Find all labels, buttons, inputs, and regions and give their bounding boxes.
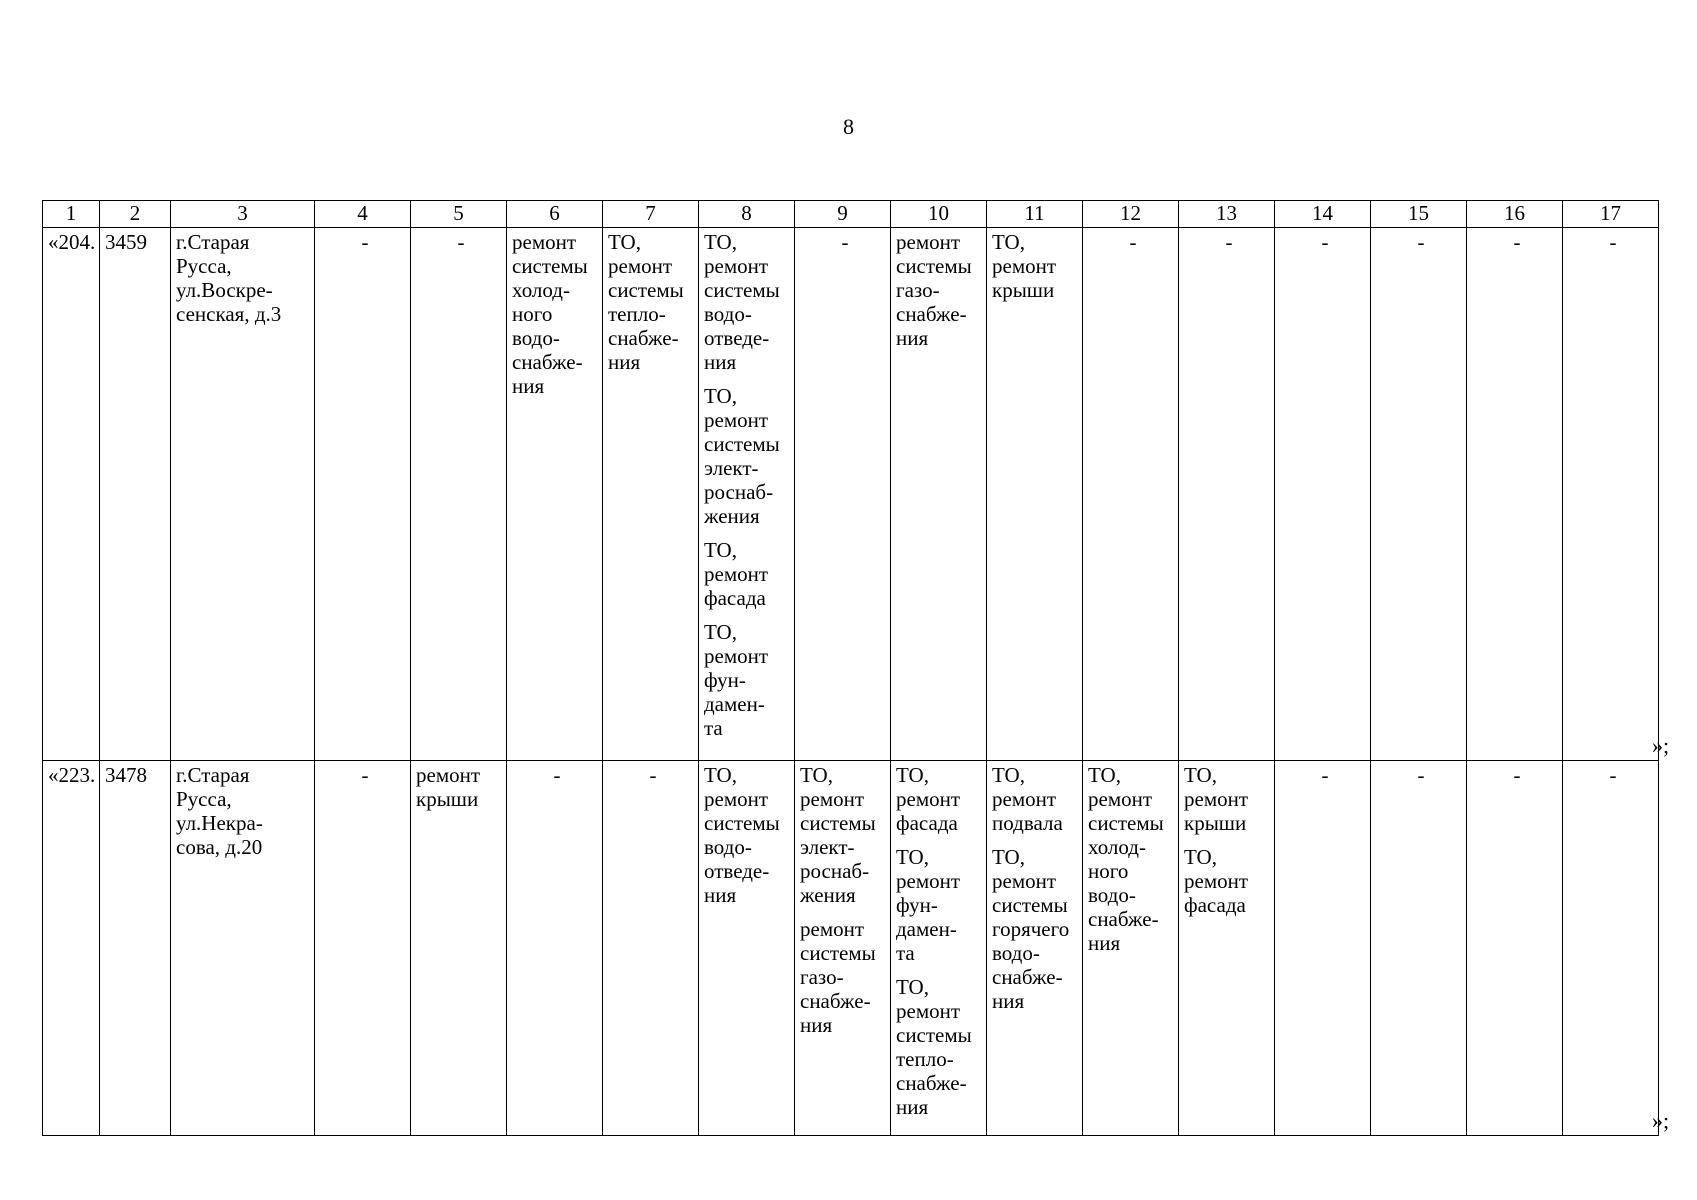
cell-text-line: элект- [800, 835, 855, 859]
cell-text-line: ния [896, 1095, 929, 1119]
cell-text-line: системы [992, 893, 1068, 917]
cell-text-line: ного [512, 302, 553, 326]
cell-text-line: крыши [992, 278, 1055, 302]
cell-text-line: снабже- [800, 989, 871, 1013]
column-header: 13 [1179, 201, 1275, 228]
cell-entry [416, 763, 506, 811]
cell-text-line: системы [704, 278, 780, 302]
cell-text-line: системы [1088, 811, 1164, 835]
cell-text-line: - [1321, 763, 1329, 787]
column-header: 11 [987, 201, 1083, 228]
cell-text-line: ния [608, 350, 641, 374]
cell-text-line: г.Старая [176, 230, 250, 254]
cell-text-line: Русса, [176, 254, 232, 278]
closing-quote: »; [1652, 1107, 1670, 1133]
column-header: 12 [1083, 201, 1179, 228]
table-cell [1275, 761, 1371, 1136]
cell-text-line: холод- [1088, 835, 1146, 859]
column-header: 2 [100, 201, 171, 228]
cell-entry [1088, 763, 1178, 955]
column-header: 4 [315, 201, 411, 228]
cell-text-line: ТО, [1184, 845, 1217, 869]
table-cell [1083, 228, 1179, 761]
cell-text-line: системы [704, 811, 780, 835]
cell-text-line: фасада [704, 586, 766, 610]
cell-text-line: г.Старая [176, 763, 250, 787]
table-cell [987, 228, 1083, 761]
cell-text-line: ремонт [704, 562, 769, 586]
cell-text-line: подвала [992, 811, 1063, 835]
cell-entry [48, 763, 99, 787]
cell-entry [416, 230, 506, 254]
cell-entry [176, 763, 314, 859]
cell-text-line: снабже- [896, 302, 967, 326]
cell-entry [1184, 763, 1274, 835]
cell-text-line: ремонт [800, 787, 865, 811]
cell-text-line: ремонт [992, 254, 1057, 278]
cell-entry [800, 230, 890, 254]
cell-text-line: ремонт [1184, 787, 1249, 811]
cell-entry [1184, 230, 1274, 254]
cell-entry [704, 763, 794, 907]
cell-text-line: ремонт [704, 787, 769, 811]
cell-entry [704, 384, 794, 528]
column-header: 10 [891, 201, 987, 228]
table-cell [1563, 761, 1659, 1136]
cell-text-line: ремонт [896, 230, 961, 254]
table-cell [411, 228, 507, 761]
cell-text-line: элект- [704, 456, 759, 480]
cell-text-line: ул.Некра- [176, 811, 263, 835]
table-cell [699, 228, 795, 761]
cell-text-line: тепло- [896, 1047, 954, 1071]
cell-text-line: ТО, [704, 538, 737, 562]
table-cell [171, 761, 315, 1136]
cell-text-line: ТО, [704, 763, 737, 787]
cell-text-line: снабже- [896, 1071, 967, 1095]
cell-text-line: ремонт [896, 869, 961, 893]
table-cell [1467, 228, 1563, 761]
table-cell [43, 761, 100, 1136]
cell-text-line: снабже- [608, 326, 679, 350]
cell-entry [704, 538, 794, 610]
cell-text-line: ТО, [992, 845, 1025, 869]
cell-entry [1088, 230, 1178, 254]
cell-text-line: фасада [896, 811, 958, 835]
cell-text-line: фасада [1184, 893, 1246, 917]
cell-text-line: жения [800, 883, 856, 907]
cell-text-line: сова, д.20 [176, 835, 263, 859]
cell-text-line: ТО, [704, 620, 737, 644]
cell-text-line: ремонт [992, 787, 1057, 811]
column-header: 3 [171, 201, 315, 228]
cell-entry [1184, 845, 1274, 917]
cell-text-line: ТО, [704, 384, 737, 408]
column-header: 5 [411, 201, 507, 228]
cell-text-line: ния [704, 350, 737, 374]
cell-text-line: газо- [800, 965, 844, 989]
cell-entry [704, 230, 794, 374]
cell-entry [320, 763, 410, 787]
cell-text-line: дамен- [896, 917, 957, 941]
cell-text-line: ремонт [1184, 869, 1249, 893]
cell-text-line: ТО, [1184, 763, 1217, 787]
cell-text-line: - [457, 230, 465, 254]
column-header: 14 [1275, 201, 1371, 228]
cell-text-line: ТО, [800, 763, 833, 787]
cell-text-line: ния [896, 326, 929, 350]
cell-entry [320, 230, 410, 254]
cell-entry [992, 230, 1082, 302]
cell-text-line: системы [800, 941, 876, 965]
cell-text-line: ул.Воскре- [176, 278, 273, 302]
cell-text-line: та [896, 941, 915, 965]
cell-entry [176, 230, 314, 326]
cell-text-line: ТО, [896, 975, 929, 999]
table-cell [795, 761, 891, 1136]
cell-text-line: ния [992, 989, 1025, 1013]
cell-text-line: та [704, 716, 723, 740]
cell-text-line: ремонт [512, 230, 577, 254]
cell-text-line: - [1129, 230, 1137, 254]
cell-entry [512, 230, 602, 398]
cell-text-line: - [841, 230, 849, 254]
cell-text-line: ремонт [800, 917, 865, 941]
repair-schedule-table [42, 200, 1659, 1136]
table-cell [171, 228, 315, 761]
cell-text-line: водо- [704, 835, 752, 859]
table-cell [1179, 228, 1275, 761]
cell-text-line: - [1609, 230, 1617, 254]
cell-entry [1376, 763, 1466, 787]
cell-entry [1568, 230, 1658, 254]
column-header: 16 [1467, 201, 1563, 228]
cell-text-line: ния [704, 883, 737, 907]
table-cell [1563, 228, 1659, 761]
cell-text-line: - [1513, 763, 1521, 787]
cell-text-line: «204. [48, 230, 96, 254]
cell-text-line: фун- [896, 893, 938, 917]
cell-text-line: - [649, 763, 657, 787]
cell-text-line: - [1609, 763, 1617, 787]
cell-text-line: - [361, 230, 369, 254]
cell-text-line: дамен- [704, 692, 765, 716]
cell-text-line: сенская, д.3 [176, 302, 282, 326]
column-header: 6 [507, 201, 603, 228]
cell-entry [1472, 763, 1562, 787]
cell-text-line: ТО, [608, 230, 641, 254]
cell-text-line: водо- [512, 326, 560, 350]
column-header: 9 [795, 201, 891, 228]
cell-text-line: 3459 [105, 230, 147, 254]
column-header: 8 [699, 201, 795, 228]
table-cell [315, 228, 411, 761]
column-header: 1 [43, 201, 100, 228]
cell-text-line: ремонт [416, 763, 481, 787]
cell-text-line: - [553, 763, 561, 787]
cell-text-line: отведе- [704, 859, 770, 883]
table-cell [1083, 761, 1179, 1136]
cell-text-line: отведе- [704, 326, 770, 350]
column-header: 15 [1371, 201, 1467, 228]
table-cell [1179, 761, 1275, 1136]
table-cell [507, 228, 603, 761]
table-cell [1275, 228, 1371, 761]
cell-entry [800, 763, 890, 907]
cell-text-line: Русса, [176, 787, 232, 811]
column-header: 7 [603, 201, 699, 228]
cell-text-line: ния [800, 1013, 833, 1037]
table-cell [507, 761, 603, 1136]
cell-text-line: ремонт [896, 787, 961, 811]
table-cell [1371, 228, 1467, 761]
cell-text-line: - [1225, 230, 1233, 254]
cell-text-line: системы [704, 432, 780, 456]
table-cell [100, 228, 171, 761]
cell-text-line: тепло- [608, 302, 666, 326]
cell-text-line: - [1321, 230, 1329, 254]
cell-text-line: снабже- [512, 350, 583, 374]
cell-entry [896, 763, 986, 835]
cell-text-line: холод- [512, 278, 570, 302]
column-header: 17 [1563, 201, 1659, 228]
cell-text-line: ремонт [704, 644, 769, 668]
cell-text-line: ремонт [1088, 787, 1153, 811]
column-number-row [43, 201, 1659, 228]
cell-text-line: ремонт [608, 254, 673, 278]
cell-text-line: системы [896, 254, 972, 278]
cell-text-line: ремонт [704, 408, 769, 432]
cell-text-line: - [361, 763, 369, 787]
cell-entry [1280, 763, 1370, 787]
table-cell [699, 761, 795, 1136]
cell-entry [896, 975, 986, 1119]
cell-text-line: водо- [704, 302, 752, 326]
table-cell [891, 761, 987, 1136]
cell-text-line: ремонт [704, 254, 769, 278]
cell-entry [608, 230, 698, 374]
cell-entry [512, 763, 602, 787]
closing-quote: »; [1652, 732, 1670, 758]
table-cell [1371, 761, 1467, 1136]
cell-text-line: системы [896, 1023, 972, 1047]
cell-entry [105, 763, 170, 787]
cell-entry [105, 230, 170, 254]
cell-text-line: ТО, [992, 230, 1025, 254]
cell-text-line: горячего [992, 917, 1070, 941]
cell-text-line: газо- [896, 278, 940, 302]
table-cell [1467, 761, 1563, 1136]
cell-entry [896, 845, 986, 965]
cell-text-line: водо- [992, 941, 1040, 965]
cell-text-line: 3478 [105, 763, 147, 787]
cell-text-line: «223. [48, 763, 96, 787]
cell-text-line: ния [1088, 931, 1121, 955]
cell-entry [704, 620, 794, 740]
cell-text-line: ремонт [992, 869, 1057, 893]
cell-entry [48, 230, 99, 254]
table-cell [100, 761, 171, 1136]
cell-text-line: системы [800, 811, 876, 835]
cell-entry [1472, 230, 1562, 254]
cell-text-line: ного [1088, 859, 1129, 883]
cell-text-line: роснаб- [800, 859, 870, 883]
cell-entry [992, 845, 1082, 1013]
table-cell [891, 228, 987, 761]
cell-text-line: ТО, [704, 230, 737, 254]
table-row [43, 228, 1659, 761]
cell-text-line: ТО, [896, 763, 929, 787]
cell-text-line: ТО, [992, 763, 1025, 787]
table-row [43, 761, 1659, 1136]
cell-text-line: ния [512, 374, 545, 398]
cell-text-line: - [1417, 763, 1425, 787]
cell-entry [1376, 230, 1466, 254]
table-cell [987, 761, 1083, 1136]
table-cell [43, 228, 100, 761]
page-number: 8 [843, 114, 854, 139]
cell-text-line: крыши [1184, 811, 1247, 835]
cell-text-line: крыши [416, 787, 479, 811]
cell-text-line: ТО, [896, 845, 929, 869]
cell-text-line: ремонт [896, 999, 961, 1023]
cell-text-line: снабже- [1088, 907, 1159, 931]
cell-text-line: системы [608, 278, 684, 302]
table-cell [603, 228, 699, 761]
table-cell [603, 761, 699, 1136]
cell-text-line: - [1513, 230, 1521, 254]
table-cell [411, 761, 507, 1136]
cell-entry [800, 917, 890, 1037]
cell-entry [992, 763, 1082, 835]
cell-text-line: фун- [704, 668, 746, 692]
cell-entry [608, 763, 698, 787]
cell-text-line: водо- [1088, 883, 1136, 907]
cell-text-line: системы [512, 254, 588, 278]
table-cell [795, 228, 891, 761]
table-cell [315, 761, 411, 1136]
cell-text-line: снабже- [992, 965, 1063, 989]
cell-text-line: ТО, [1088, 763, 1121, 787]
cell-entry [1568, 763, 1658, 787]
cell-text-line: роснаб- [704, 480, 774, 504]
cell-text-line: - [1417, 230, 1425, 254]
cell-entry [896, 230, 986, 350]
cell-entry [1280, 230, 1370, 254]
cell-text-line: жения [704, 504, 760, 528]
